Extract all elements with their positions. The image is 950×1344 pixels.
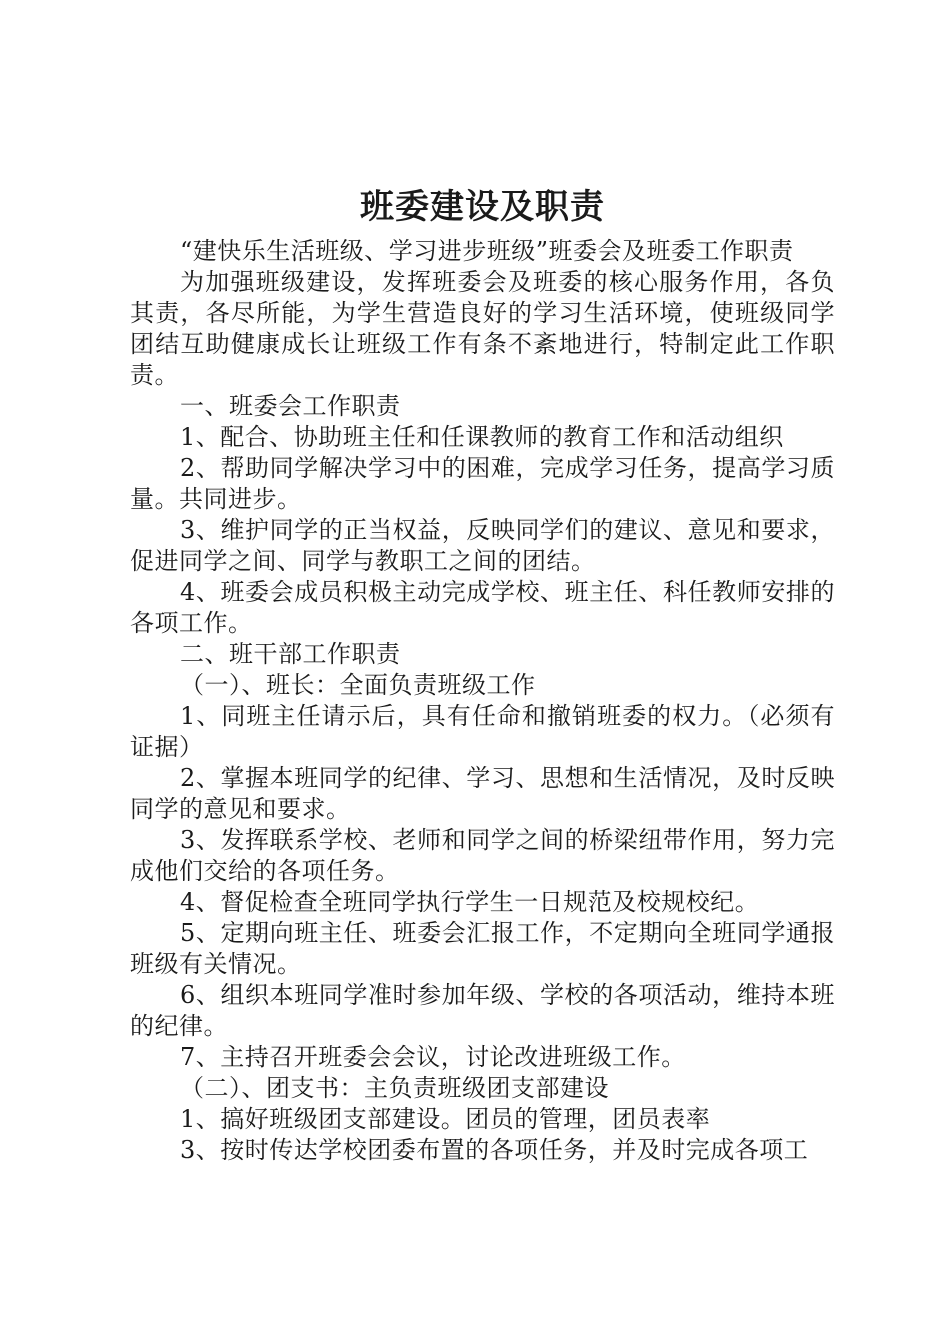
document-title: 班委建设及职责 bbox=[360, 187, 605, 227]
section-heading-cadres: 二、班干部工作职责 bbox=[180, 640, 401, 668]
document-page bbox=[130, 182, 835, 1166]
paragraph-intro: 为加强班级建设，发挥班委会及班委的核心服务作用，各负其责，各尽所能，为学生营造良好的学习生活环境，使班级同学团结互助健康成长让班级工作有条不紊地进行，特制定此工作职责。 bbox=[130, 268, 835, 389]
list-item: 1、搞好班级团支部建设。团员的管理，团员表率 bbox=[180, 1105, 711, 1133]
list-item: 2、帮助同学解决学习中的困难，完成学习任务，提高学习质量。共同进步。 bbox=[130, 454, 835, 513]
list-item: 3、维护同学的正当权益，反映同学们的建议、意见和要求，促进同学之间、同学与教职工之间的团结。 bbox=[130, 516, 835, 575]
list-item: 3、发挥联系学校、老师和同学之间的桥梁纽带作用，努力完成他们交给的各项任务。 bbox=[130, 826, 835, 885]
subsection-heading-monitor: （一）、班长：全面负责班级工作 bbox=[180, 671, 536, 699]
list-item: 2、掌握本班同学的纪律、学习、思想和生活情况，及时反映同学的意见和要求。 bbox=[130, 764, 835, 823]
paragraph-subtitle: “建快乐生活班级、学习进步班级”班委会及班委工作职责 bbox=[180, 237, 794, 265]
list-item: 5、定期向班主任、班委会汇报工作，不定期向全班同学通报班级有关情况。 bbox=[130, 919, 835, 978]
section-heading-committee: 一、班委会工作职责 bbox=[180, 392, 401, 420]
list-item: 1、配合、协助班主任和任课教师的教育工作和活动组织 bbox=[180, 423, 784, 451]
subsection-heading-league-secretary: （二）、团支书：主负责班级团支部建设 bbox=[180, 1074, 609, 1102]
list-item: 7、主持召开班委会会议，讨论改进班级工作。 bbox=[180, 1043, 686, 1071]
list-item: 4、班委会成员积极主动完成学校、班主任、科任教师安排的各项工作。 bbox=[130, 578, 835, 637]
list-item: 6、组织本班同学准时参加年级、学校的各项活动，维持本班的纪律。 bbox=[130, 981, 835, 1040]
list-item: 1、同班主任请示后，具有任命和撤销班委的权力。（必须有证据） bbox=[130, 702, 835, 761]
list-item: 4、督促检查全班同学执行学生一日规范及校规校纪。 bbox=[180, 888, 760, 916]
list-item: 3、按时传达学校团委布置的各项任务，并及时完成各项工 bbox=[180, 1136, 809, 1164]
